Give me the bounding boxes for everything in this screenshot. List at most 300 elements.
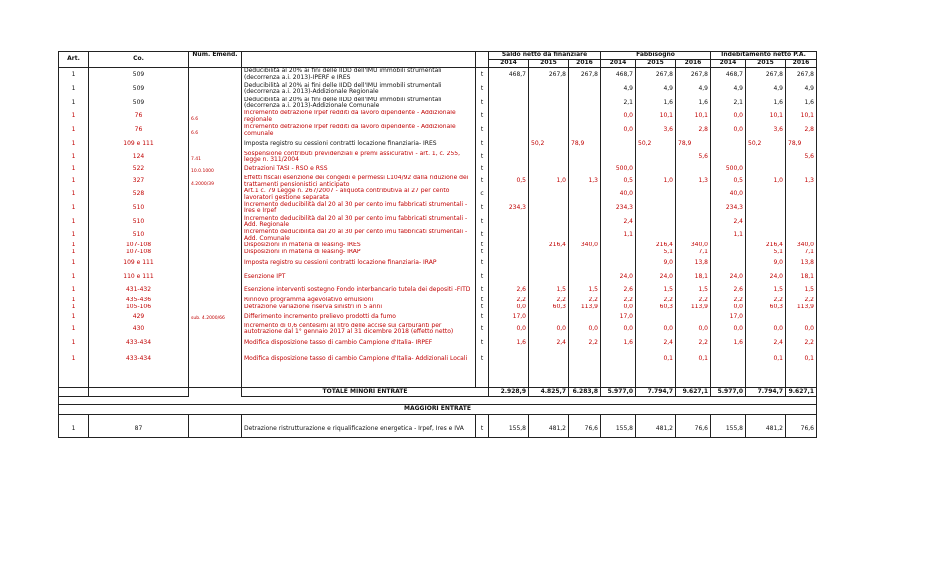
description-cell: Incremento deducibilità dal 20 al 30 per cento imu fabbricati strumentali - Add. Comunale [242,229,476,242]
value-cell [746,215,786,229]
value-cell: 0,0 [786,323,817,336]
type-cell: t [476,229,489,242]
description-cell: Rinnovo programma agevolativo emulsioni [242,297,476,304]
type-cell: t [476,124,489,138]
value-cell: 216,4 [636,242,676,249]
table-row [59,284,817,297]
art-cell: 1 [59,124,89,138]
art-cell: 1 [59,151,89,164]
value-cell: 2,2 [601,297,636,304]
type-cell: t [476,82,489,97]
value-cell: 2,4 [711,215,746,229]
type-cell: c [476,188,489,201]
value-cell: 267,8 [746,68,786,82]
art-cell: 1 [59,256,89,271]
value-cell [746,201,786,215]
spacer-cell [676,368,711,380]
emend-cell [189,97,242,110]
value-cell: 13,8 [676,256,711,271]
type-cell: t [476,311,489,323]
type-cell: t [476,138,489,151]
table-row [59,256,817,271]
header-indebitamento: Indebitamento netto P.A. [711,52,817,60]
value-cell: 267,8 [636,68,676,82]
value-cell: 2,6 [601,284,636,297]
value-cell [786,229,817,242]
value-cell: 5,6 [676,151,711,164]
value-cell: 9,0 [746,256,786,271]
spacer-cell [569,368,601,380]
co-cell: 327 [89,175,189,188]
value-cell [529,188,569,201]
art-cell: 1 [59,97,89,110]
co-cell: 109 e 111 [89,256,189,271]
type-cell: t [476,242,489,249]
emend-cell [189,271,242,284]
art-cell: 1 [59,110,89,124]
value-cell [676,201,711,215]
table-row [59,323,817,336]
value-cell: 481,2 [529,421,569,438]
section-label-maggiori: MAGGIORI ENTRATE [59,405,817,415]
spacer-cell [189,397,242,405]
value-cell: 3,6 [746,124,786,138]
value-cell [529,110,569,124]
value-cell [489,249,529,256]
value-cell [601,256,636,271]
art-cell: 1 [59,175,89,188]
type-cell: t [476,271,489,284]
value-cell [569,229,601,242]
value-cell [786,164,817,176]
value-cell: 78,9 [676,138,711,151]
total-co-cell [89,388,189,397]
description-cell: Deducibilità al 20% ai fini delle IIDD dell'IMU immobili strumentali (decorrenza a.i. 2013)-IPERF e IRES [242,68,476,82]
value-cell: 9,0 [636,256,676,271]
value-cell [636,229,676,242]
spacer-row [59,380,817,388]
emend-cell: sub. 4.2000/66 [189,311,242,323]
art-cell: 1 [59,351,89,368]
value-cell: 78,9 [569,138,601,151]
co-cell: 528 [89,188,189,201]
value-cell [529,256,569,271]
value-cell: 0,0 [711,124,746,138]
value-cell: 500,0 [711,164,746,176]
description-cell: Effetti fiscali esenzione dei congedi e permessi L104/92 dalla riduzione dei trattamenti pensionistici anticipato [242,175,476,188]
spacer-cell [529,397,569,405]
value-cell: 216,4 [529,242,569,249]
value-cell [569,110,601,124]
spacer-cell [529,380,569,388]
emend-cell [189,229,242,242]
value-cell [601,351,636,368]
spacer-cell [59,368,89,380]
table-row [59,97,817,110]
year-header: 2015 [529,60,569,68]
value-cell: 78,9 [786,138,817,151]
value-cell: 2,2 [676,336,711,351]
table-row [59,242,817,249]
value-cell: 50,2 [529,138,569,151]
value-cell: 17,0 [601,311,636,323]
value-cell: 481,2 [746,421,786,438]
value-cell: 4,9 [676,82,711,97]
value-cell: 60,3 [529,304,569,311]
spacer-cell [786,397,817,405]
value-cell [676,188,711,201]
spacer-cell [476,397,489,405]
value-cell [529,201,569,215]
value-cell: 2,2 [569,297,601,304]
year-header: 2016 [786,60,817,68]
value-cell: 4,9 [786,82,817,97]
art-cell: 1 [59,323,89,336]
value-cell: 155,8 [601,421,636,438]
co-cell: 433-434 [89,351,189,368]
spacer-cell [569,397,601,405]
table-row [59,421,817,438]
art-cell: 1 [59,229,89,242]
type-cell: t [476,215,489,229]
value-cell: 468,7 [489,68,529,82]
value-cell [529,164,569,176]
emend-cell [189,297,242,304]
type-cell: t [476,68,489,82]
art-cell: 1 [59,271,89,284]
value-cell [569,311,601,323]
spacer-cell [476,368,489,380]
table-row [59,215,817,229]
table-row [59,110,817,124]
table-row [59,336,817,351]
fiscal-effects-table [58,51,817,438]
type-cell: t [476,97,489,110]
co-cell: 510 [89,229,189,242]
value-cell: 2,4 [529,336,569,351]
co-cell: 107-108 [89,242,189,249]
art-cell: 1 [59,138,89,151]
description-cell: Incremento deducibilità dal 20 al 30 per cento imu fabbricati strumentali - Ires e Irpef [242,201,476,215]
value-cell: 0,1 [676,351,711,368]
value-cell: 1,1 [601,229,636,242]
value-cell [676,164,711,176]
table-row [59,201,817,215]
header-num-emend: Num. Emend. [189,52,242,60]
value-cell: 0,0 [601,323,636,336]
value-cell: 17,0 [489,311,529,323]
year-header: 2016 [569,60,601,68]
co-cell: 510 [89,201,189,215]
value-cell: 0,0 [601,124,636,138]
type-cell: t [476,256,489,271]
value-cell [636,188,676,201]
value-cell: 0,1 [636,351,676,368]
value-cell [529,249,569,256]
value-cell: 0,0 [711,110,746,124]
table-row [59,311,817,323]
value-cell: 2,6 [489,284,529,297]
value-cell: 234,3 [711,201,746,215]
co-cell: 76 [89,124,189,138]
spacer-cell [489,368,529,380]
total-label: TOTALE MINORI ENTRATE [242,388,489,397]
year-header: 2014 [489,60,529,68]
description-cell: Esenzione interventi sostegno Fondo interbancario tutela dei depositi -FITD [242,284,476,297]
type-cell: t [476,336,489,351]
spacer-cell [489,380,529,388]
spacer-cell [529,368,569,380]
value-cell [489,215,529,229]
value-cell: 0,5 [711,175,746,188]
value-cell: 0,0 [601,110,636,124]
art-cell: 1 [59,249,89,256]
type-cell: t [476,297,489,304]
co-cell: 109 e 111 [89,138,189,151]
emend-cell [189,242,242,249]
emend-cell [189,421,242,438]
co-cell: 430 [89,323,189,336]
value-cell: 1,0 [636,175,676,188]
total-value-cell: 9.627,1 [676,388,711,397]
description-cell: Modifica disposizione tasso di cambio Campione d'Italia- Addizionali Locali [242,351,476,368]
table-row [59,351,817,368]
value-cell: 2,6 [711,284,746,297]
value-cell: 468,7 [711,68,746,82]
description-cell: Disposizioni in materia di leasing- IRES [242,242,476,249]
value-cell [711,138,746,151]
type-cell: t [476,323,489,336]
value-cell [489,229,529,242]
emend-cell [189,256,242,271]
emend-cell [189,201,242,215]
art-cell: 1 [59,201,89,215]
value-cell [489,97,529,110]
value-cell: 5,6 [786,151,817,164]
emend-cell [189,249,242,256]
header-art: Art. [59,52,89,68]
description-cell: Modifica disposizione tasso di cambio Campione d'Italia- IRPEF [242,336,476,351]
co-cell: 433-434 [89,336,189,351]
art-cell: 1 [59,68,89,82]
art-cell: 1 [59,421,89,438]
description-cell: Detrazione variazione riserva sinistri in 5 anni [242,304,476,311]
type-cell: t [476,421,489,438]
value-cell: 340,0 [569,242,601,249]
value-cell: 18,1 [786,271,817,284]
value-cell [569,124,601,138]
value-cell: 2,2 [529,297,569,304]
value-cell: 267,8 [676,68,711,82]
spacer-cell [242,368,476,380]
year-header: 2015 [636,60,676,68]
co-cell: 510 [89,215,189,229]
value-cell: 24,0 [711,271,746,284]
value-cell: 18,1 [676,271,711,284]
value-cell: 1,6 [711,336,746,351]
value-cell [786,201,817,215]
description-cell: Deducibilità al 20% ai fini delle IIDD dell'IMU immobili strumentali (decorrenza a.i. 2013)-Addizionale Comunale [242,97,476,110]
value-cell: 1,5 [786,284,817,297]
value-cell: 2,4 [601,215,636,229]
description-cell: Imposta registro su cessioni contratti locazione finanziaria- IRAP [242,256,476,271]
value-cell: 234,3 [601,201,636,215]
emend-cell [189,215,242,229]
total-value-cell: 4.825,7 [529,388,569,397]
emend-cell [189,138,242,151]
value-cell [676,229,711,242]
emend-cell: 6.6 [189,124,242,138]
value-cell [786,215,817,229]
value-cell [529,82,569,97]
value-cell: 113,9 [676,304,711,311]
value-cell: 40,0 [601,188,636,201]
value-cell: 2,8 [786,124,817,138]
table-row [59,68,817,82]
spacer-cell [636,397,676,405]
value-cell [529,215,569,229]
spacer-cell [601,368,636,380]
value-cell [569,82,601,97]
spacer-cell [786,368,817,380]
value-cell [711,351,746,368]
value-cell [601,138,636,151]
fiscal-effects-sheet [58,51,816,438]
value-cell [489,164,529,176]
emend-cell [189,351,242,368]
emend-cell: 4.2000/39 [189,175,242,188]
description-cell: Art.1 c. 79 Legge n. 267/2007 - aliquota contributiva al 27 per cento lavoratori gestione separata [242,188,476,201]
value-cell: 267,8 [569,68,601,82]
value-cell: 76,6 [569,421,601,438]
value-cell [746,151,786,164]
value-cell [636,201,676,215]
value-cell: 1,5 [569,284,601,297]
value-cell: 2,2 [786,297,817,304]
art-cell: 1 [59,188,89,201]
description-cell: Incremento deducibilità dal 20 al 30 per cento imu fabbricati strumentali - Add. Regionale [242,215,476,229]
value-cell [529,351,569,368]
total-value-cell: 9.627,1 [786,388,817,397]
value-cell [489,124,529,138]
value-cell: 60,3 [746,304,786,311]
total-value-cell: 6.283,8 [569,388,601,397]
description-cell: Imposta registro su cessioni contratti locazione finanziaria- IRES [242,138,476,151]
type-cell: t [476,351,489,368]
value-cell [601,151,636,164]
value-cell: 1,3 [786,175,817,188]
value-cell: 2,1 [711,97,746,110]
value-cell: 7,1 [676,249,711,256]
spacer-cell [476,380,489,388]
total-value-cell: 7.794,7 [636,388,676,397]
spacer-cell [711,368,746,380]
art-cell: 1 [59,336,89,351]
value-cell [746,229,786,242]
description-cell: Differimento incremento prelievo prodotti da fumo [242,311,476,323]
table-row [59,249,817,256]
value-cell: 1,0 [746,175,786,188]
spacer-cell [242,380,476,388]
value-cell [529,97,569,110]
header-num-emend-spacer [189,60,242,68]
emend-cell [189,68,242,82]
value-cell: 113,9 [786,304,817,311]
value-cell: 4,9 [601,82,636,97]
value-cell: 1,5 [676,284,711,297]
value-cell [636,164,676,176]
header-co: Co. [89,52,189,68]
value-cell [711,249,746,256]
total-emend-cell [189,388,242,397]
art-cell: 1 [59,164,89,176]
value-cell: 216,4 [746,242,786,249]
value-cell: 1,6 [746,97,786,110]
value-cell: 234,3 [489,201,529,215]
emend-cell: 10.0.1000 [189,164,242,176]
value-cell [676,311,711,323]
table-row [59,229,817,242]
emend-cell [189,336,242,351]
value-cell [489,110,529,124]
value-cell: 40,0 [711,188,746,201]
value-cell: 10,1 [746,110,786,124]
value-cell [569,97,601,110]
value-cell: 267,8 [529,68,569,82]
spacer-cell [489,397,529,405]
description-cell: Esenzione IPT [242,271,476,284]
value-cell: 10,1 [676,110,711,124]
value-cell [569,151,601,164]
type-cell: t [476,110,489,124]
table-row [59,175,817,188]
spacer-row [59,397,817,405]
value-cell: 13,8 [786,256,817,271]
spacer-cell [636,380,676,388]
value-cell: 155,8 [711,421,746,438]
value-cell [489,188,529,201]
type-cell: t [476,164,489,176]
value-cell: 50,2 [746,138,786,151]
value-cell [529,311,569,323]
spacer-cell [746,397,786,405]
value-cell: 1,6 [601,336,636,351]
value-cell: 1,6 [786,97,817,110]
value-cell: 0,5 [601,175,636,188]
art-cell: 1 [59,82,89,97]
value-cell [489,138,529,151]
value-cell: 7,1 [786,249,817,256]
total-value-cell: 5.977,0 [601,388,636,397]
co-cell: 509 [89,68,189,82]
value-cell: 60,3 [636,304,676,311]
value-cell: 10,1 [636,110,676,124]
spacer-cell [189,368,242,380]
value-cell: 0,0 [746,323,786,336]
header-fabbisogno: Fabbisogno [601,52,711,60]
emend-cell: 6.6 [189,110,242,124]
value-cell [569,188,601,201]
table-row [59,304,817,311]
art-cell: 1 [59,242,89,249]
spacer-cell [746,368,786,380]
art-cell: 1 [59,215,89,229]
value-cell [636,311,676,323]
value-cell: 2,1 [601,97,636,110]
year-header: 2014 [711,60,746,68]
description-cell: Incremento detrazione Irpef redditi da lavoro dipendente - Addizionale regionale [242,110,476,124]
value-cell: 0,0 [636,323,676,336]
